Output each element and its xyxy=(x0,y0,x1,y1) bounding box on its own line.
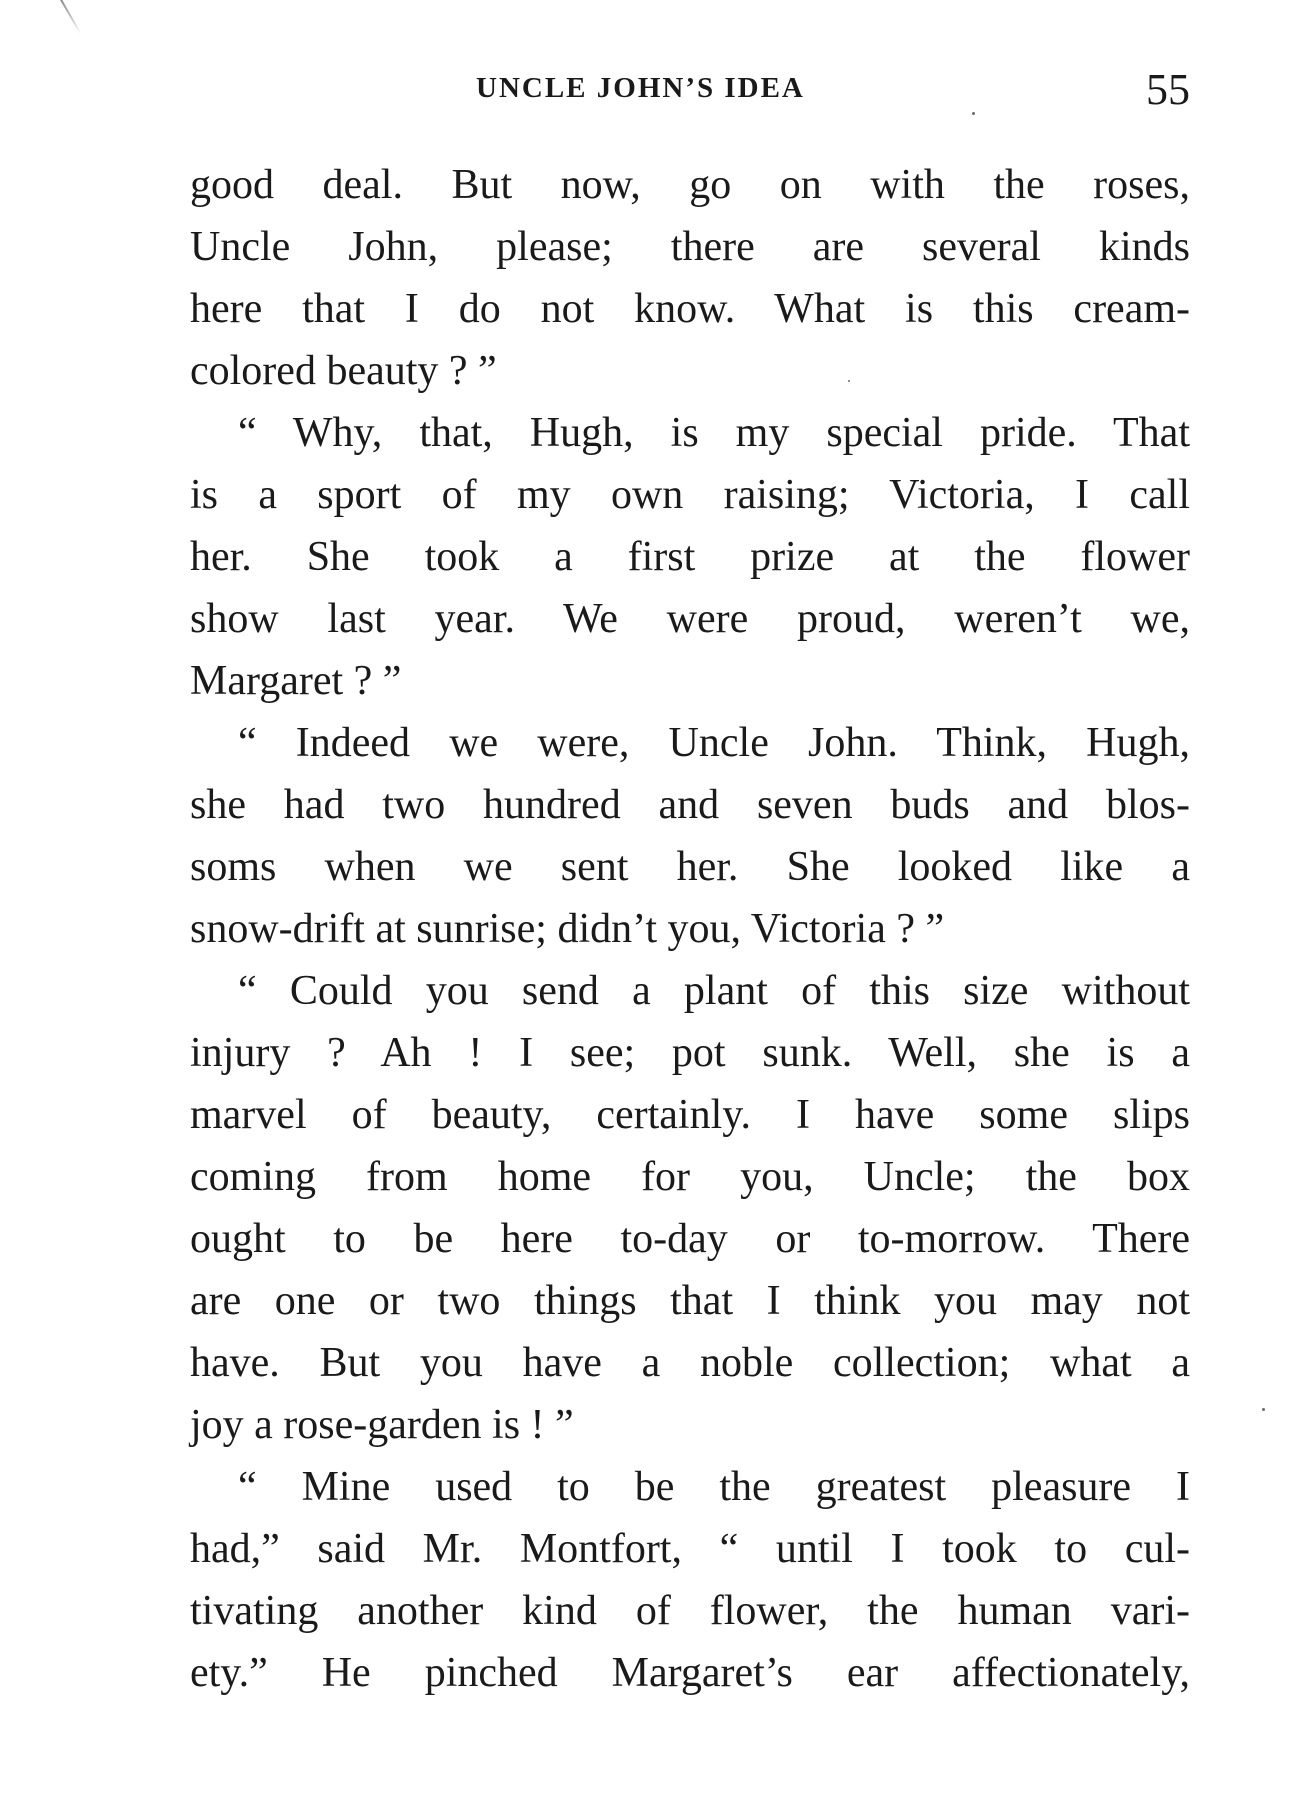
text-line: tivating another kind of flower, the human vari- xyxy=(190,1588,1190,1634)
text-line: are one or two things that I think you may not xyxy=(190,1278,1190,1324)
body-text xyxy=(190,154,1190,1704)
text-line: “ Could you send a plant of this size without xyxy=(238,968,1190,1014)
text-line: ought to be here to-day or to-morrow. There xyxy=(190,1216,1190,1262)
text-line: her. She took a first prize at the flower xyxy=(190,534,1190,580)
paper-speck xyxy=(972,112,975,115)
text-line: Uncle John, please; there are several kinds xyxy=(190,224,1190,270)
text-line: “ Mine used to be the greatest pleasure I xyxy=(238,1464,1190,1510)
page-edge-mark xyxy=(60,0,82,35)
running-head xyxy=(190,62,1190,122)
text-line: she had two hundred and seven buds and blos- xyxy=(190,782,1190,828)
text-line: ety.” He pinched Margaret’s ear affectionately, xyxy=(190,1650,1190,1696)
text-line: colored beauty ? ” xyxy=(190,348,497,394)
text-line: injury ? Ah ! I see; pot sunk. Well, she is a xyxy=(190,1030,1190,1076)
text-line: here that I do not know. What is this cream- xyxy=(190,286,1190,332)
text-line: good deal. But now, go on with the roses, xyxy=(190,162,1190,208)
text-line: snow-drift at sunrise; didn’t you, Victoria ? ” xyxy=(190,906,945,952)
running-title: UNCLE JOHN’S IDEA xyxy=(476,72,805,104)
text-line: is a sport of my own raising; Victoria, I call xyxy=(190,472,1190,518)
paper-speck xyxy=(848,380,850,382)
text-line: soms when we sent her. She looked like a xyxy=(190,844,1190,890)
text-line: have. But you have a noble collection; what a xyxy=(190,1340,1190,1386)
text-line: coming from home for you, Uncle; the box xyxy=(190,1154,1190,1200)
paper-speck xyxy=(1262,1408,1265,1411)
text-line: Margaret ? ” xyxy=(190,658,402,704)
text-line: marvel of beauty, certainly. I have some slips xyxy=(190,1092,1190,1138)
text-line: “ Indeed we were, Uncle John. Think, Hugh, xyxy=(238,720,1190,766)
text-line: had,” said Mr. Montfort, “ until I took to cul- xyxy=(190,1526,1190,1572)
page-number: 55 xyxy=(1146,65,1190,114)
text-line: show last year. We were proud, weren’t we, xyxy=(190,596,1190,642)
text-line: “ Why, that, Hugh, is my special pride. That xyxy=(238,410,1190,456)
text-line: joy a rose-garden is ! ” xyxy=(190,1402,574,1448)
